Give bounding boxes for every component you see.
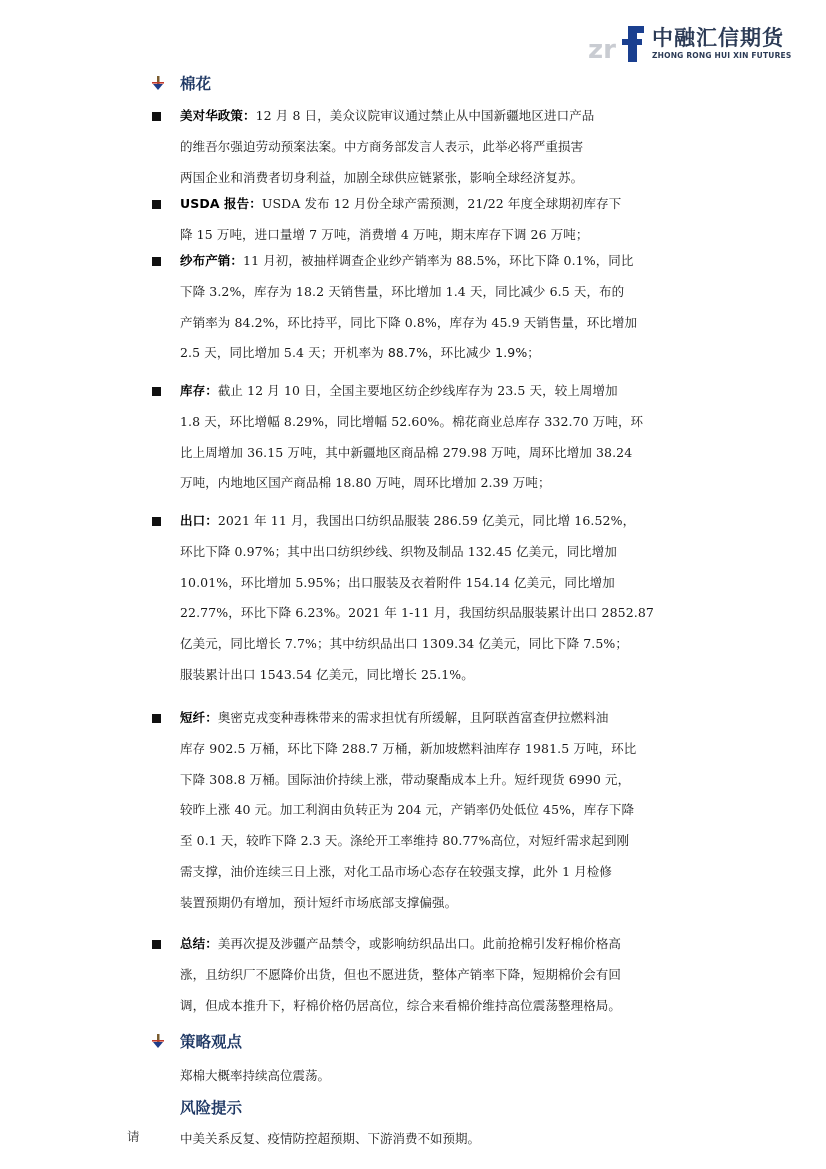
company-logo [588, 20, 792, 64]
item-label: 出口： [180, 513, 218, 528]
item-text: 装置预期仍有增加，预计短纤市场底部支撑偏强。 [180, 894, 458, 910]
item-text: 2021 年 11 月，我国出口纺织品服装 286.59 亿美元，同比增 16.52%， [217, 513, 636, 528]
item-text: 两国企业和消费者切身利益，加剧全球供应链紧张，影响全球经济复苏。 [180, 169, 584, 185]
item-text: 亿美元，同比增长 7.7%；其中纺织品出口 1309.34 亿美元，同比下降 7.5%； [180, 636, 628, 652]
bullet-item-usda [152, 189, 690, 251]
logo-name-en: ZHONG RONG HUI XIN FUTURES [652, 51, 792, 60]
square-bullet-icon [152, 112, 161, 121]
bullet-item-staple-fiber [152, 703, 690, 919]
item-text: 奥密克戎变种毒株带来的需求担忧有所缓解，且阿联酋富查伊拉燃料油 [217, 710, 609, 725]
item-text: 服装累计出口 1543.54 亿美元，同比增长 25.1%。 [180, 666, 474, 682]
item-label: 短纤： [180, 710, 218, 725]
item-label: 美对华政策： [180, 108, 256, 123]
item-text: 2.5 天，同比增加 5.4 天； [180, 345, 334, 361]
item-label: 纱布产销： [180, 253, 244, 268]
square-bullet-icon [152, 257, 161, 266]
bullet-item-yarn-cloth [152, 246, 690, 369]
zrf-logo-mark [588, 24, 646, 64]
item-text: 美再次提及涉疆产品禁令，或影响纺织品出口。此前抢棉引发籽棉价格高 [217, 936, 622, 951]
item-text: 11 月初，被抽样调查企业纱产销率为 88.5%，环比下降 0.1%，同比 [243, 253, 634, 268]
item-text: 环比下降 0.97%；其中出口纺织纱线、织物及制品 132.45 亿美元，同比增加 [180, 543, 617, 559]
item-text: 截止 12 月 10 日，全国主要地区纺企纱线库存为 23.5 天，较上周增加 [217, 383, 618, 398]
square-bullet-icon [152, 200, 161, 209]
risk-text: 中美关系反复、疫情防控超预期、下游消费不如预期。 [180, 1131, 481, 1146]
bullet-item-export [152, 506, 690, 691]
item-text: 的维吾尔强迫劳动预案法案。中方商务部发言人表示，此举必将严重损害 [180, 138, 584, 154]
item-text: 1.8 天，环比增幅 8.29%，同比增幅 52.60%。棉花商业总库存 332.70 万吨，环 [180, 413, 644, 429]
square-bullet-icon [152, 940, 161, 949]
item-text: 需支撑，油价连续三日上涨，对化工品市场心态存在较强支撑，此外 1 月检修 [180, 863, 613, 879]
margin-character: 请 [127, 1129, 140, 1144]
square-bullet-icon [152, 387, 161, 396]
item-text: 万吨，内地地区国产商品棉 18.80 万吨，周环比增加 2.39 万吨； [180, 475, 551, 491]
item-text: 比上周增加 36.15 万吨，其中新疆地区商品棉 279.98 万吨，周环比增加 38.24 [180, 444, 633, 460]
item-text: USDA 发布 12 月份全球产需预测，21/22 年度全球期初库存下 [261, 196, 622, 211]
section-title: 棉花 [180, 75, 212, 93]
item-text-tail: 开机率为 88.7%，环比减少 1.9%； [333, 345, 540, 361]
logo-name-cn: 中融汇信期货 [652, 26, 784, 50]
item-text: 10.01%，环比增加 5.95%；出口服装及衣着附件 154.14 亿美元，同比增加 [180, 574, 615, 590]
item-text: 较昨上涨 40 元。加工利润由负转正为 204 元，产销率仍处低位 45%，库存下降 [180, 802, 635, 818]
item-text: 下降 308.8 万桶。国际油价持续上涨，带动聚酯成本上升。短纤现货 6990 元， [180, 771, 631, 787]
arrow-down-icon [150, 75, 166, 91]
strategy-text: 郑棉大概率持续高位震荡。 [180, 1068, 331, 1083]
svg-text:zr: zr [588, 35, 616, 64]
section-title: 风险提示 [180, 1099, 243, 1117]
arrow-down-icon [150, 1033, 166, 1049]
item-text: 22.77%，环比下降 6.23%。2021 年 1-11 月，我国纺织品服装累计出口 2852.87 [180, 605, 654, 621]
bullet-item-us-policy [152, 101, 690, 193]
bullet-item-inventory [152, 376, 690, 499]
item-text: 涨，且纺织厂不愿降价出货，但也不愿进货，整体产销率下降，短期棉价会有回 [180, 966, 622, 982]
item-label: 总结： [180, 936, 218, 951]
item-text: 下降 3.2%，库存为 18.2 天销售量，环比增加 1.4 天，同比减少 6.5 天，布的 [180, 283, 625, 299]
item-text: 产销率为 84.2%，环比持平，同比下降 0.8%，库存为 45.9 天销售量，环比增加 [180, 314, 638, 330]
square-bullet-icon [152, 714, 161, 723]
item-label: 库存： [180, 383, 218, 398]
item-text: 库存 902.5 万桶，环比下降 288.7 万桶，新加坡燃料油库存 1981.5 万吨，环比 [180, 740, 637, 756]
item-text: 降 15 万吨，进口量增 7 万吨，消费增 4 万吨，期末库存下调 26 万吨； [180, 226, 589, 242]
item-text: 12 月 8 日，美众议院审议通过禁止从中国新疆地区进口产品 [255, 108, 595, 123]
section-title: 策略观点 [180, 1033, 243, 1051]
bullet-item-summary [152, 929, 690, 1021]
item-text: 至 0.1 天，较昨下降 2.3 天。涤纶开工率维持 80.77%高位，对短纤需求起到刚 [180, 833, 630, 849]
square-bullet-icon [152, 517, 161, 526]
item-text: 调，但成本推升下，籽棉价格仍居高位，综合来看棉价维持高位震荡整理格局。 [180, 997, 622, 1013]
item-label: USDA 报告： [180, 196, 262, 211]
